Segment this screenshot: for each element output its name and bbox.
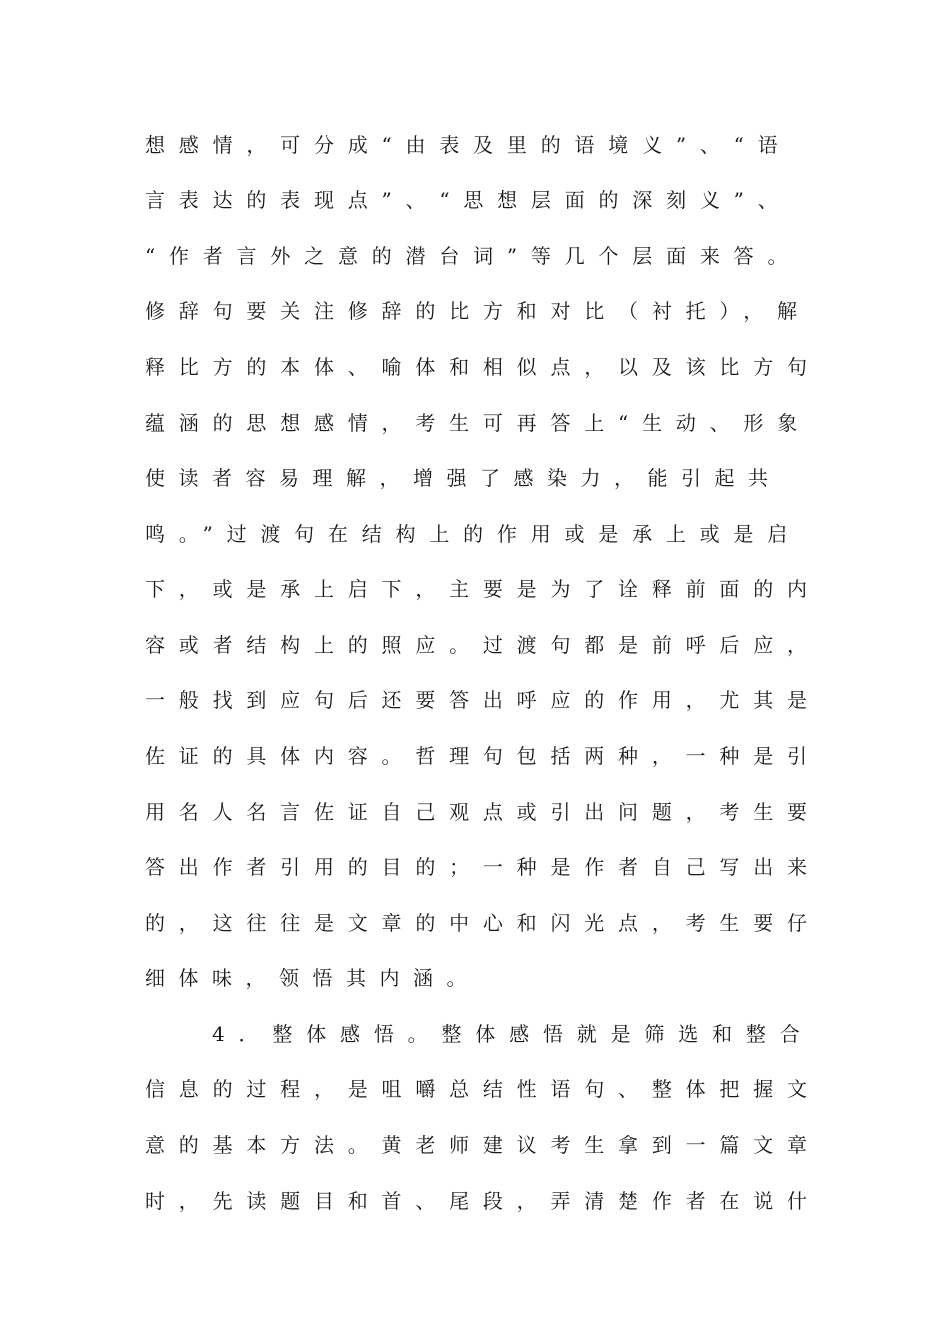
text-line: “作者言外之意的潜台词”等几个层面来答。 bbox=[145, 244, 802, 268]
text-line: 信息的过程，是咀嚼总结性语句、整体把握文 bbox=[145, 1077, 821, 1101]
text-line: 用名人名言佐证自己观点或引出问题，考生要 bbox=[145, 800, 821, 824]
text-line: 时，先读题目和首、尾段，弄清楚作者在说什 bbox=[145, 1189, 821, 1213]
text-line: 的，这往往是文章的中心和闪光点，考生要仔 bbox=[145, 911, 821, 935]
text-line: 一般找到应句后还要答出呼应的作用，尤其是 bbox=[145, 688, 821, 712]
text-line: 释比方的本体、喻体和相似点，以及该比方句 bbox=[145, 355, 821, 379]
text-line: 使读者容易理解，增强了感染力，能引起共 bbox=[145, 466, 782, 490]
text-line: 佐证的具体内容。哲理句包括两种，一种是引 bbox=[145, 744, 821, 768]
text-line: 答出作者引用的目的；一种是作者自己写出来 bbox=[145, 855, 821, 879]
text-line: 容或者结构上的照应。过渡句都是前呼后应， bbox=[145, 633, 821, 657]
text-line: 细体味，领悟其内涵。 bbox=[145, 966, 480, 990]
text-line: 言表达的表现点”、“思想层面的深刻义”、 bbox=[145, 188, 792, 212]
text-line: 修辞句要关注修辞的比方和对比（衬托），解 bbox=[145, 299, 811, 323]
paragraph-start-line: 4．整体感悟。整体感悟就是筛选和整合 bbox=[212, 1022, 814, 1046]
text-line: 蕴涵的思想感情，考生可再答上“生动、形象 bbox=[145, 411, 812, 435]
text-line: 下，或是承上启下，主要是为了诠释前面的内 bbox=[145, 577, 821, 601]
text-line: 鸣。”过渡句在结构上的作用或是承上或是启 bbox=[145, 522, 802, 546]
text-line: 意的基本方法。黄老师建议考生拿到一篇文章 bbox=[145, 1133, 821, 1157]
text-line: 想感情，可分成“由表及里的语境义”、“语 bbox=[145, 133, 792, 157]
